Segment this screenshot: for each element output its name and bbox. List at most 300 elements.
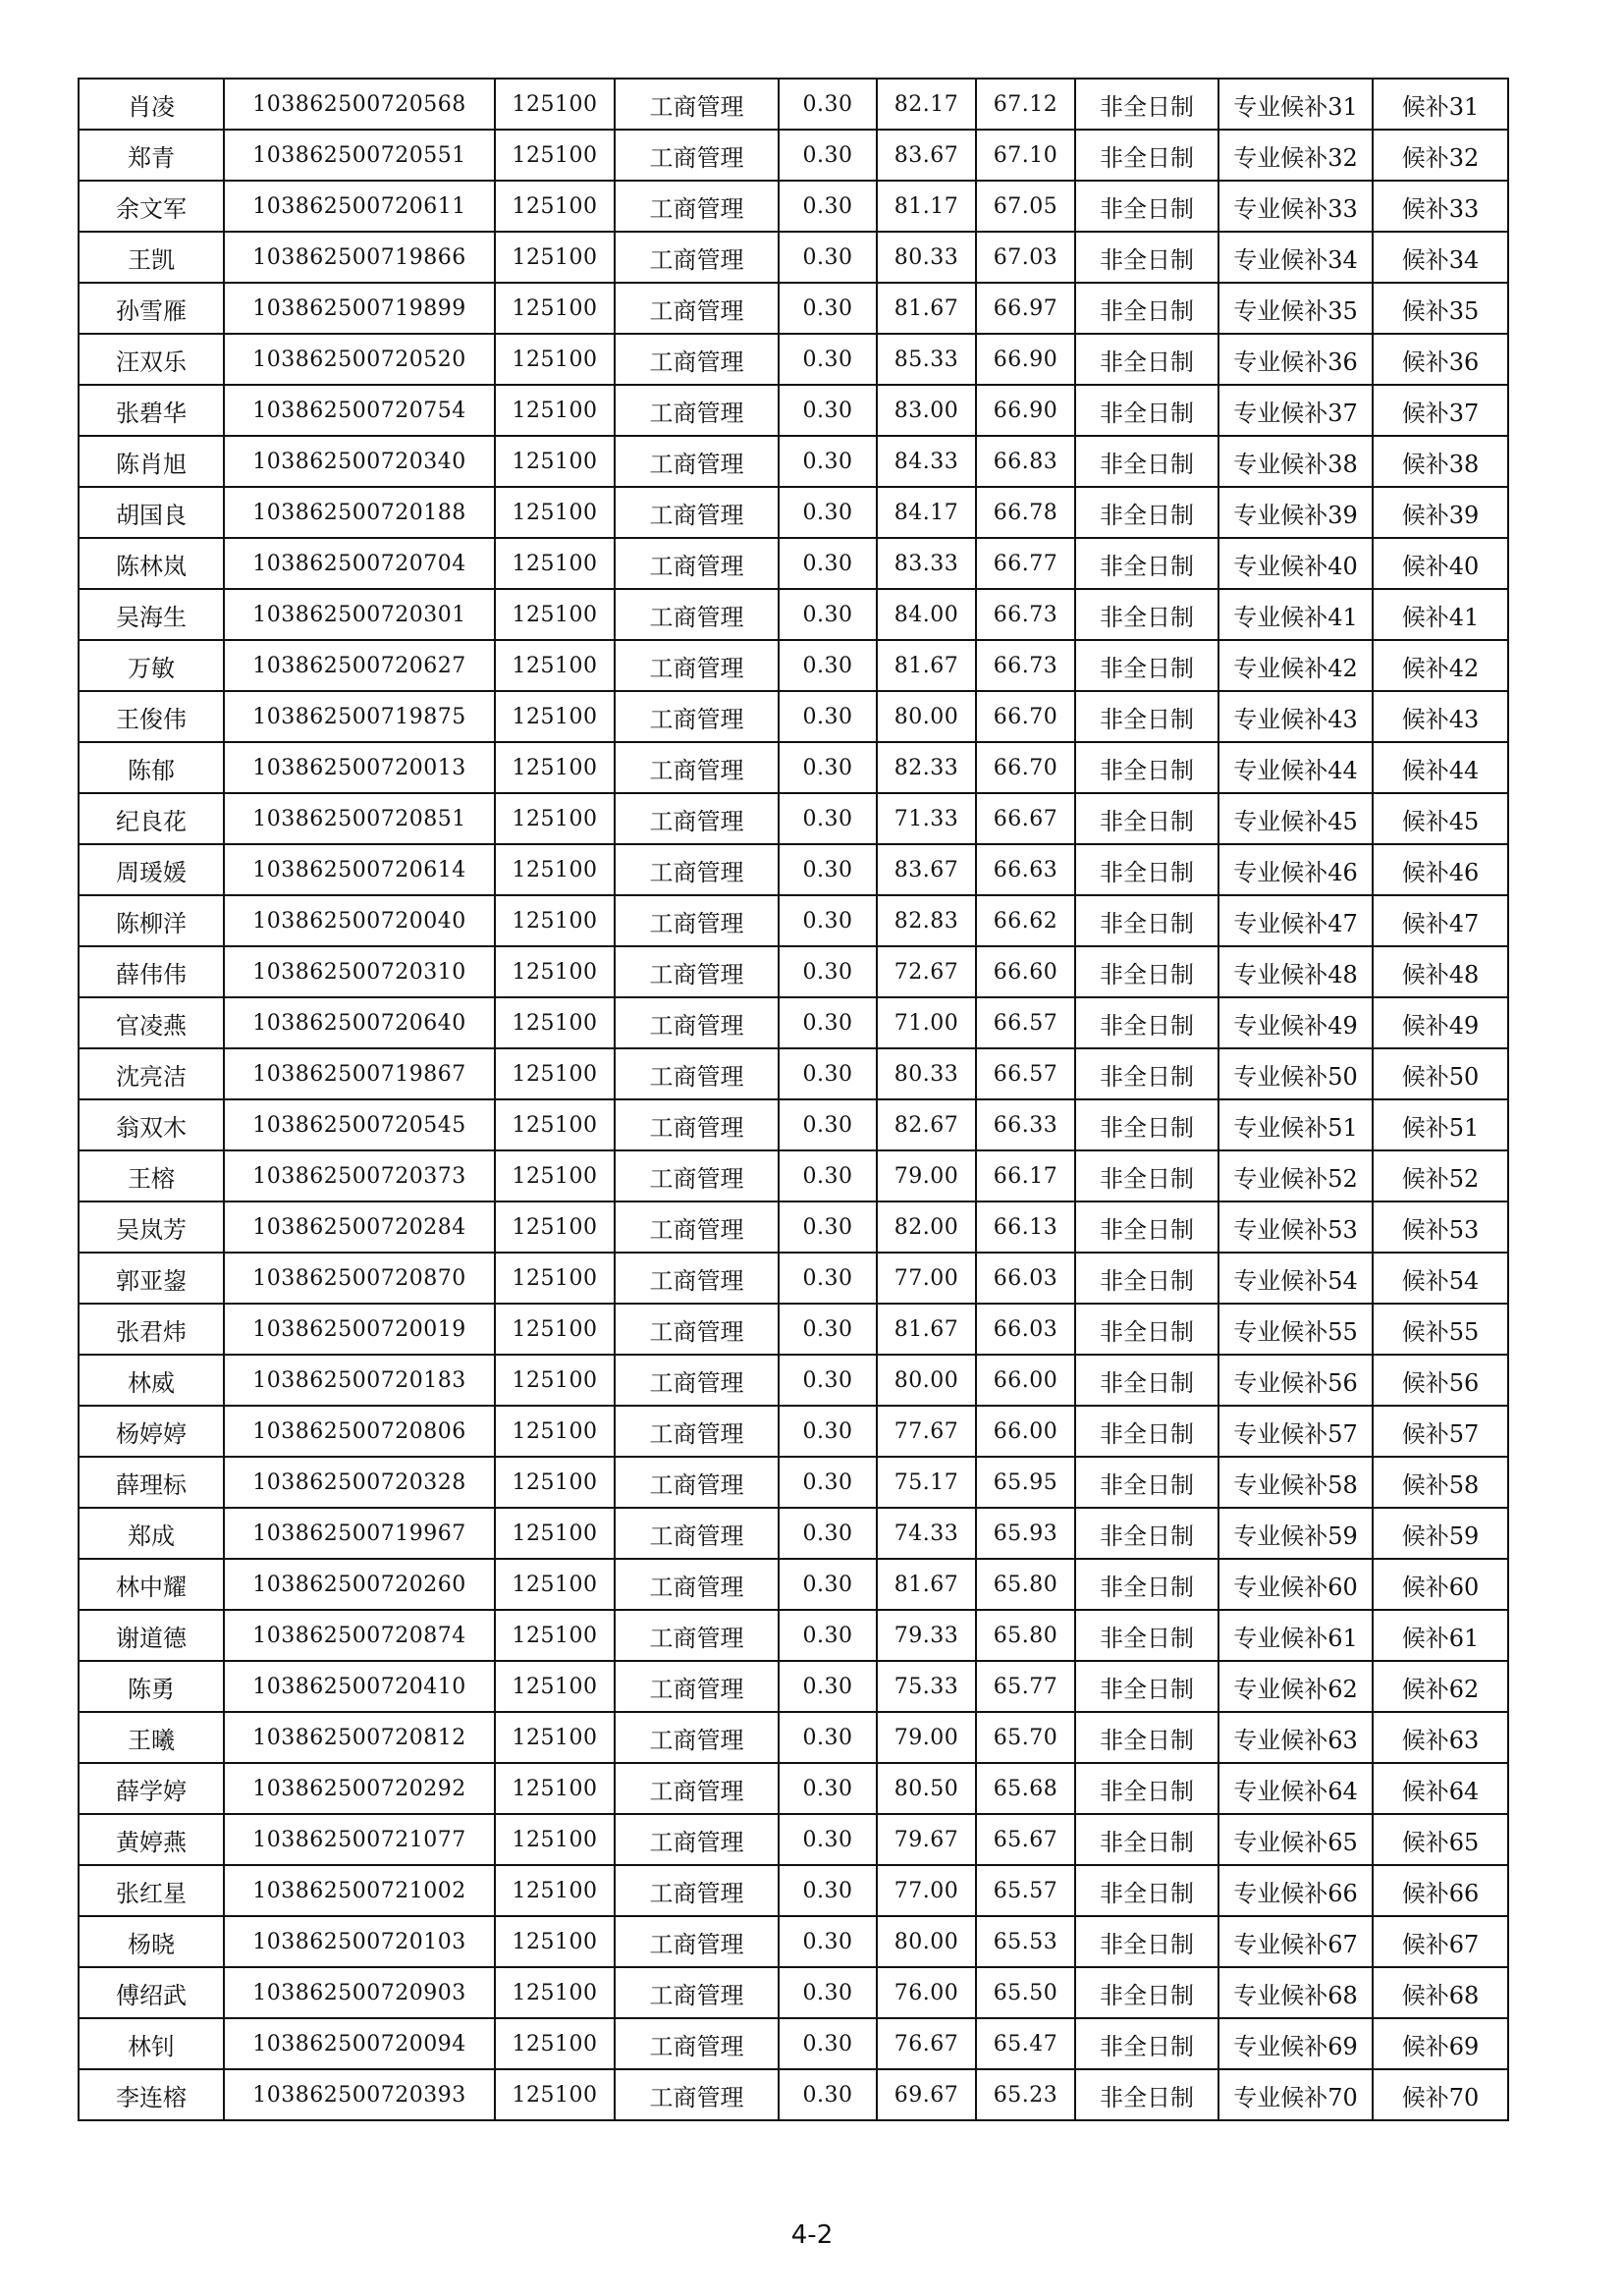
cell-major-code: 125100 [495,1150,615,1201]
cell-interview-score: 80.00 [877,1355,976,1406]
cell-name: 谢道德 [79,1610,224,1661]
cell-exam-id: 103862500720284 [224,1201,495,1253]
cell-name: 林钊 [79,2018,224,2069]
cell-study-mode: 非全日制 [1075,640,1218,691]
cell-total-score: 66.17 [976,1150,1075,1201]
cell-waitlist-rank: 候补62 [1373,1661,1508,1712]
cell-waitlist-rank: 候补46 [1373,844,1508,895]
table-row [79,334,1508,385]
cell-exam-id: 103862500720260 [224,1559,495,1610]
cell-exam-id: 103862500720545 [224,1099,495,1150]
cell-waitlist-rank: 候补60 [1373,1559,1508,1610]
cell-study-mode: 非全日制 [1075,1865,1218,1916]
cell-interview-score: 80.00 [877,691,976,742]
cell-weight: 0.30 [779,1150,877,1201]
cell-exam-id: 103862500720870 [224,1253,495,1304]
cell-total-score: 66.00 [976,1355,1075,1406]
cell-interview-score: 84.00 [877,589,976,640]
cell-name: 汪双乐 [79,334,224,385]
cell-study-mode: 非全日制 [1075,1559,1218,1610]
cell-waitlist-rank: 候补68 [1373,1967,1508,2018]
cell-exam-id: 103862500720310 [224,946,495,997]
cell-weight: 0.30 [779,742,877,793]
cell-study-mode: 非全日制 [1075,232,1218,283]
cell-total-score: 66.90 [976,385,1075,436]
cell-major-name: 工商管理 [615,436,779,487]
cell-major-waitlist-rank: 专业候补54 [1218,1253,1373,1304]
cell-total-score: 67.10 [976,130,1075,181]
cell-waitlist-rank: 候补44 [1373,742,1508,793]
cell-total-score: 65.70 [976,1712,1075,1763]
cell-interview-score: 75.17 [877,1457,976,1508]
cell-major-name: 工商管理 [615,589,779,640]
cell-study-mode: 非全日制 [1075,1457,1218,1508]
cell-study-mode: 非全日制 [1075,385,1218,436]
cell-total-score: 65.47 [976,2018,1075,2069]
table-row [79,997,1508,1048]
cell-interview-score: 84.33 [877,436,976,487]
cell-major-waitlist-rank: 专业候补38 [1218,436,1373,487]
cell-waitlist-rank: 候补45 [1373,793,1508,844]
cell-major-waitlist-rank: 专业候补37 [1218,385,1373,436]
cell-name: 陈林岚 [79,538,224,589]
cell-major-waitlist-rank: 专业候补67 [1218,1916,1373,1967]
cell-waitlist-rank: 候补40 [1373,538,1508,589]
cell-weight: 0.30 [779,895,877,946]
cell-weight: 0.30 [779,1661,877,1712]
cell-exam-id: 103862500720551 [224,130,495,181]
cell-waitlist-rank: 候补65 [1373,1814,1508,1865]
cell-weight: 0.30 [779,1814,877,1865]
cell-waitlist-rank: 候补36 [1373,334,1508,385]
cell-study-mode: 非全日制 [1075,946,1218,997]
cell-waitlist-rank: 候补66 [1373,1865,1508,1916]
cell-total-score: 65.23 [976,2069,1075,2120]
table-row [79,793,1508,844]
cell-major-waitlist-rank: 专业候补42 [1218,640,1373,691]
cell-weight: 0.30 [779,946,877,997]
cell-major-name: 工商管理 [615,997,779,1048]
cell-total-score: 66.03 [976,1253,1075,1304]
cell-name: 王凯 [79,232,224,283]
cell-study-mode: 非全日制 [1075,436,1218,487]
cell-exam-id: 103862500720754 [224,385,495,436]
cell-major-waitlist-rank: 专业候补45 [1218,793,1373,844]
cell-study-mode: 非全日制 [1075,895,1218,946]
cell-major-name: 工商管理 [615,1814,779,1865]
cell-study-mode: 非全日制 [1075,181,1218,232]
cell-exam-id: 103862500720614 [224,844,495,895]
cell-weight: 0.30 [779,283,877,334]
cell-major-code: 125100 [495,1099,615,1150]
cell-total-score: 66.33 [976,1099,1075,1150]
cell-total-score: 66.78 [976,487,1075,538]
table-row [79,1304,1508,1355]
cell-major-name: 工商管理 [615,1865,779,1916]
cell-waitlist-rank: 候补35 [1373,283,1508,334]
cell-interview-score: 77.00 [877,1865,976,1916]
cell-study-mode: 非全日制 [1075,334,1218,385]
cell-exam-id: 103862500719899 [224,283,495,334]
cell-major-code: 125100 [495,1253,615,1304]
cell-interview-score: 80.33 [877,232,976,283]
cell-weight: 0.30 [779,1916,877,1967]
cell-major-waitlist-rank: 专业候补57 [1218,1406,1373,1457]
cell-study-mode: 非全日制 [1075,1355,1218,1406]
cell-weight: 0.30 [779,844,877,895]
table-row [79,946,1508,997]
cell-waitlist-rank: 候补51 [1373,1099,1508,1150]
cell-weight: 0.30 [779,130,877,181]
cell-total-score: 66.83 [976,436,1075,487]
cell-waitlist-rank: 候补42 [1373,640,1508,691]
cell-interview-score: 83.67 [877,130,976,181]
cell-waitlist-rank: 候补69 [1373,2018,1508,2069]
cell-major-name: 工商管理 [615,1559,779,1610]
cell-name: 林威 [79,1355,224,1406]
table-row [79,1253,1508,1304]
cell-major-waitlist-rank: 专业候补33 [1218,181,1373,232]
table-row [79,1967,1508,2018]
cell-name: 陈郁 [79,742,224,793]
cell-interview-score: 80.50 [877,1763,976,1814]
cell-study-mode: 非全日制 [1075,79,1218,130]
cell-exam-id: 103862500719967 [224,1508,495,1559]
cell-major-name: 工商管理 [615,1201,779,1253]
cell-major-waitlist-rank: 专业候补70 [1218,2069,1373,2120]
cell-exam-id: 103862500720393 [224,2069,495,2120]
cell-total-score: 65.93 [976,1508,1075,1559]
cell-major-name: 工商管理 [615,1967,779,2018]
cell-exam-id: 103862500720373 [224,1150,495,1201]
cell-weight: 0.30 [779,2069,877,2120]
table-row [79,1457,1508,1508]
cell-exam-id: 103862500720806 [224,1406,495,1457]
cell-name: 胡国良 [79,487,224,538]
table-row [79,79,1508,130]
cell-interview-score: 82.67 [877,1099,976,1150]
cell-study-mode: 非全日制 [1075,1406,1218,1457]
cell-name: 王曦 [79,1712,224,1763]
cell-total-score: 66.73 [976,589,1075,640]
cell-total-score: 66.03 [976,1304,1075,1355]
cell-major-code: 125100 [495,1967,615,2018]
table-row [79,232,1508,283]
cell-waitlist-rank: 候补31 [1373,79,1508,130]
cell-waitlist-rank: 候补32 [1373,130,1508,181]
cell-major-name: 工商管理 [615,1150,779,1201]
cell-major-waitlist-rank: 专业候补49 [1218,997,1373,1048]
cell-interview-score: 79.67 [877,1814,976,1865]
cell-interview-score: 77.67 [877,1406,976,1457]
cell-total-score: 67.03 [976,232,1075,283]
cell-weight: 0.30 [779,334,877,385]
cell-total-score: 66.67 [976,793,1075,844]
cell-interview-score: 85.33 [877,334,976,385]
cell-major-waitlist-rank: 专业候补41 [1218,589,1373,640]
cell-waitlist-rank: 候补58 [1373,1457,1508,1508]
cell-weight: 0.30 [779,1967,877,2018]
cell-total-score: 65.68 [976,1763,1075,1814]
table-row [79,283,1508,334]
table-row [79,2069,1508,2120]
cell-name: 吴海生 [79,589,224,640]
cell-weight: 0.30 [779,997,877,1048]
cell-major-code: 125100 [495,538,615,589]
cell-name: 郑成 [79,1508,224,1559]
table-row [79,1661,1508,1712]
cell-name: 孙雪雁 [79,283,224,334]
cell-major-code: 125100 [495,997,615,1048]
cell-major-code: 125100 [495,1355,615,1406]
cell-exam-id: 103862500720812 [224,1712,495,1763]
table-row [79,1355,1508,1406]
cell-major-waitlist-rank: 专业候补63 [1218,1712,1373,1763]
table-row [79,2018,1508,2069]
cell-major-waitlist-rank: 专业候补61 [1218,1610,1373,1661]
cell-major-name: 工商管理 [615,283,779,334]
cell-study-mode: 非全日制 [1075,691,1218,742]
cell-total-score: 66.70 [976,742,1075,793]
cell-major-waitlist-rank: 专业候补55 [1218,1304,1373,1355]
table-row [79,1406,1508,1457]
cell-major-name: 工商管理 [615,1355,779,1406]
cell-name: 纪良花 [79,793,224,844]
cell-study-mode: 非全日制 [1075,1201,1218,1253]
cell-study-mode: 非全日制 [1075,742,1218,793]
cell-major-name: 工商管理 [615,1763,779,1814]
cell-total-score: 65.80 [976,1559,1075,1610]
page-number: 4-2 [790,2220,834,2250]
cell-interview-score: 82.00 [877,1201,976,1253]
cell-waitlist-rank: 候补34 [1373,232,1508,283]
cell-major-waitlist-rank: 专业候补35 [1218,283,1373,334]
cell-major-code: 125100 [495,79,615,130]
cell-interview-score: 79.33 [877,1610,976,1661]
cell-study-mode: 非全日制 [1075,793,1218,844]
candidate-table [78,78,1509,2121]
cell-major-name: 工商管理 [615,1916,779,1967]
cell-waitlist-rank: 候补38 [1373,436,1508,487]
table-row [79,1610,1508,1661]
table-row [79,1048,1508,1099]
cell-weight: 0.30 [779,487,877,538]
cell-weight: 0.30 [779,1610,877,1661]
cell-major-code: 125100 [495,1457,615,1508]
cell-study-mode: 非全日制 [1075,1150,1218,1201]
cell-major-waitlist-rank: 专业候补69 [1218,2018,1373,2069]
cell-interview-score: 79.00 [877,1712,976,1763]
cell-total-score: 65.57 [976,1865,1075,1916]
cell-major-waitlist-rank: 专业候补56 [1218,1355,1373,1406]
cell-exam-id: 103862500720094 [224,2018,495,2069]
table-row [79,1508,1508,1559]
cell-major-waitlist-rank: 专业候补43 [1218,691,1373,742]
cell-major-code: 125100 [495,334,615,385]
table-row [79,1150,1508,1201]
cell-major-name: 工商管理 [615,793,779,844]
cell-major-waitlist-rank: 专业候补50 [1218,1048,1373,1099]
cell-interview-score: 80.00 [877,1916,976,1967]
cell-major-waitlist-rank: 专业候补65 [1218,1814,1373,1865]
cell-major-name: 工商管理 [615,1712,779,1763]
cell-total-score: 66.70 [976,691,1075,742]
table-row [79,181,1508,232]
cell-total-score: 66.63 [976,844,1075,895]
cell-major-waitlist-rank: 专业候补32 [1218,130,1373,181]
cell-interview-score: 81.67 [877,1559,976,1610]
cell-total-score: 65.95 [976,1457,1075,1508]
cell-name: 郑青 [79,130,224,181]
cell-major-code: 125100 [495,2018,615,2069]
table-row [79,1099,1508,1150]
cell-total-score: 67.12 [976,79,1075,130]
cell-study-mode: 非全日制 [1075,1763,1218,1814]
table-row [79,538,1508,589]
cell-major-code: 125100 [495,1712,615,1763]
cell-interview-score: 83.67 [877,844,976,895]
cell-waitlist-rank: 候补37 [1373,385,1508,436]
cell-exam-id: 103862500720103 [224,1916,495,1967]
cell-name: 黄婷燕 [79,1814,224,1865]
cell-study-mode: 非全日制 [1075,1967,1218,2018]
table-row [79,1865,1508,1916]
cell-major-waitlist-rank: 专业候补53 [1218,1201,1373,1253]
cell-total-score: 65.67 [976,1814,1075,1865]
cell-total-score: 66.00 [976,1406,1075,1457]
cell-major-waitlist-rank: 专业候补34 [1218,232,1373,283]
cell-waitlist-rank: 候补48 [1373,946,1508,997]
cell-waitlist-rank: 候补50 [1373,1048,1508,1099]
cell-name: 周瑗媛 [79,844,224,895]
cell-study-mode: 非全日制 [1075,2018,1218,2069]
table-row [79,1201,1508,1253]
cell-major-code: 125100 [495,1814,615,1865]
cell-study-mode: 非全日制 [1075,1508,1218,1559]
table-row [79,691,1508,742]
cell-major-name: 工商管理 [615,181,779,232]
cell-interview-score: 83.33 [877,538,976,589]
cell-exam-id: 103862500720611 [224,181,495,232]
cell-name: 王俊伟 [79,691,224,742]
cell-waitlist-rank: 候补33 [1373,181,1508,232]
cell-major-name: 工商管理 [615,691,779,742]
cell-waitlist-rank: 候补54 [1373,1253,1508,1304]
cell-name: 李连榕 [79,2069,224,2120]
cell-major-waitlist-rank: 专业候补47 [1218,895,1373,946]
cell-study-mode: 非全日制 [1075,1099,1218,1150]
cell-exam-id: 103862500720568 [224,79,495,130]
cell-waitlist-rank: 候补39 [1373,487,1508,538]
cell-major-name: 工商管理 [615,1610,779,1661]
cell-exam-id: 103862500721002 [224,1865,495,1916]
cell-interview-score: 77.00 [877,1253,976,1304]
cell-weight: 0.30 [779,1457,877,1508]
cell-study-mode: 非全日制 [1075,130,1218,181]
cell-interview-score: 82.17 [877,79,976,130]
cell-weight: 0.30 [779,1712,877,1763]
cell-interview-score: 74.33 [877,1508,976,1559]
cell-exam-id: 103862500720292 [224,1763,495,1814]
cell-total-score: 65.53 [976,1916,1075,1967]
cell-waitlist-rank: 候补64 [1373,1763,1508,1814]
cell-major-code: 125100 [495,385,615,436]
cell-weight: 0.30 [779,232,877,283]
cell-major-code: 125100 [495,2069,615,2120]
cell-weight: 0.30 [779,1201,877,1253]
cell-major-waitlist-rank: 专业候补58 [1218,1457,1373,1508]
cell-name: 张碧华 [79,385,224,436]
cell-total-score: 65.50 [976,1967,1075,2018]
table-row [79,1916,1508,1967]
cell-major-code: 125100 [495,793,615,844]
table-row [79,589,1508,640]
cell-interview-score: 81.67 [877,283,976,334]
cell-exam-id: 103862500720328 [224,1457,495,1508]
cell-study-mode: 非全日制 [1075,487,1218,538]
cell-waitlist-rank: 候补61 [1373,1610,1508,1661]
cell-exam-id: 103862500721077 [224,1814,495,1865]
cell-weight: 0.30 [779,1763,877,1814]
table-row [79,487,1508,538]
cell-major-waitlist-rank: 专业候补60 [1218,1559,1373,1610]
cell-name: 肖凌 [79,79,224,130]
table-row [79,130,1508,181]
cell-major-name: 工商管理 [615,1099,779,1150]
cell-major-name: 工商管理 [615,1253,779,1304]
cell-name: 官凌燕 [79,997,224,1048]
cell-major-name: 工商管理 [615,895,779,946]
cell-weight: 0.30 [779,538,877,589]
cell-weight: 0.30 [779,1865,877,1916]
cell-weight: 0.30 [779,2018,877,2069]
cell-total-score: 66.13 [976,1201,1075,1253]
cell-major-code: 125100 [495,742,615,793]
cell-major-name: 工商管理 [615,742,779,793]
cell-exam-id: 103862500720903 [224,1967,495,2018]
cell-study-mode: 非全日制 [1075,1048,1218,1099]
cell-exam-id: 103862500720040 [224,895,495,946]
cell-exam-id: 103862500720188 [224,487,495,538]
cell-major-code: 125100 [495,946,615,997]
cell-interview-score: 72.67 [877,946,976,997]
cell-major-name: 工商管理 [615,1304,779,1355]
cell-major-name: 工商管理 [615,487,779,538]
cell-exam-id: 103862500720019 [224,1304,495,1355]
cell-major-name: 工商管理 [615,1457,779,1508]
cell-major-code: 125100 [495,1406,615,1457]
cell-total-score: 67.05 [976,181,1075,232]
cell-major-code: 125100 [495,487,615,538]
cell-total-score: 66.60 [976,946,1075,997]
cell-waitlist-rank: 候补47 [1373,895,1508,946]
cell-major-waitlist-rank: 专业候补66 [1218,1865,1373,1916]
cell-major-code: 125100 [495,232,615,283]
cell-study-mode: 非全日制 [1075,2069,1218,2120]
cell-total-score: 66.57 [976,997,1075,1048]
cell-major-code: 125100 [495,640,615,691]
cell-total-score: 66.77 [976,538,1075,589]
cell-name: 张君炜 [79,1304,224,1355]
cell-interview-score: 76.67 [877,2018,976,2069]
cell-study-mode: 非全日制 [1075,589,1218,640]
cell-interview-score: 71.00 [877,997,976,1048]
cell-interview-score: 81.67 [877,640,976,691]
cell-major-name: 工商管理 [615,946,779,997]
cell-major-code: 125100 [495,1916,615,1967]
cell-weight: 0.30 [779,385,877,436]
cell-exam-id: 103862500720340 [224,436,495,487]
